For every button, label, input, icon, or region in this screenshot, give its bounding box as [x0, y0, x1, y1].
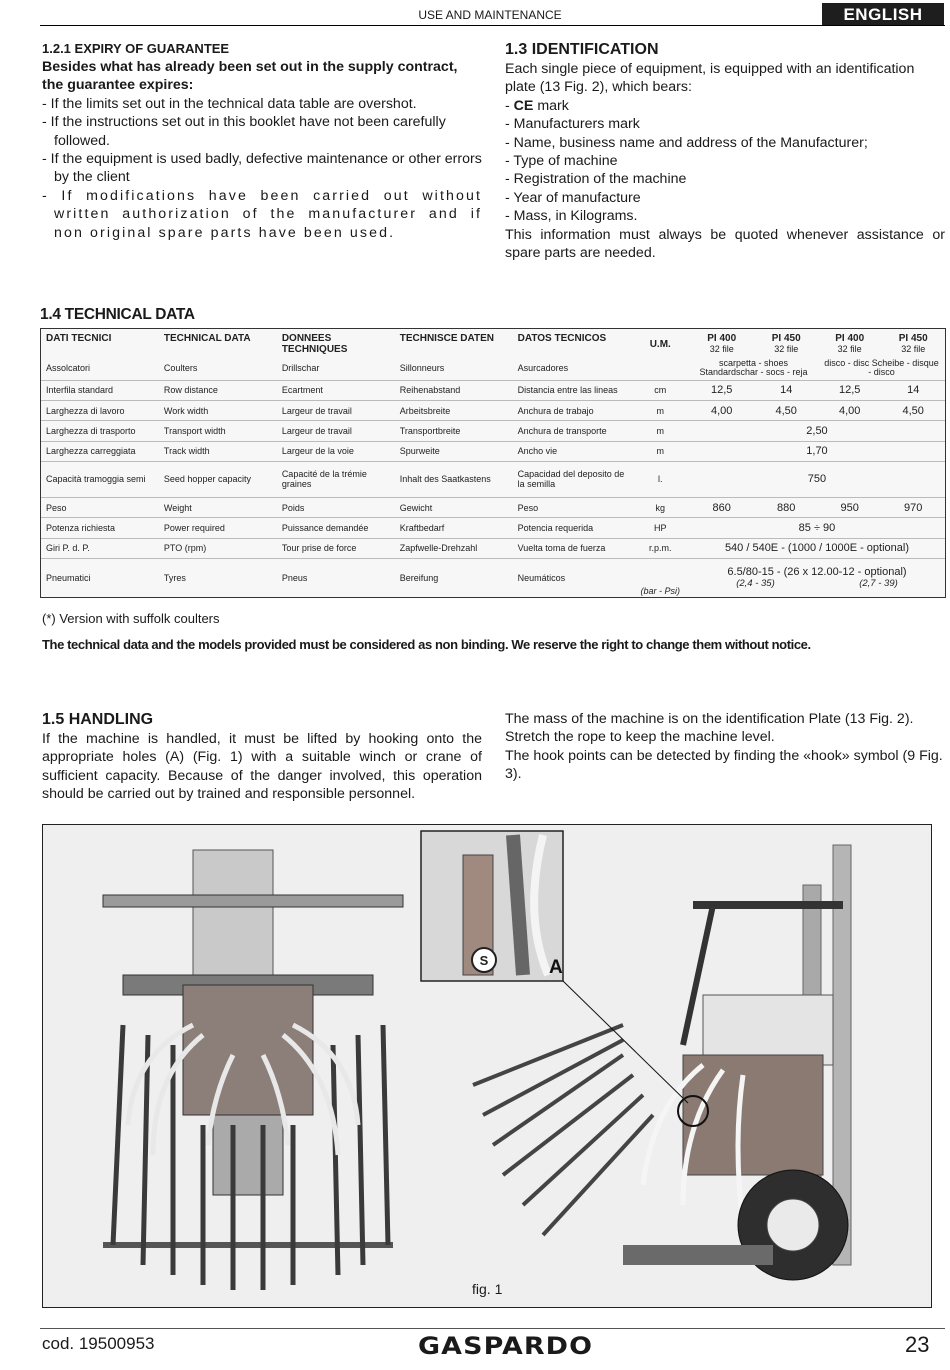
table-cell: Vuelta toma de fuerza: [513, 538, 632, 558]
table-cell: 4,50: [754, 400, 817, 420]
identification-heading: 1.3 IDENTIFICATION: [505, 41, 659, 58]
table-cell: Tour prise de force: [277, 538, 395, 558]
list-item: - Type of machine: [505, 153, 618, 170]
disclaimer: The technical data and the models provided must be considered as non binding. We reserve the right to change them without notice.: [42, 637, 811, 652]
table-cell: Potencia requerida: [513, 518, 632, 538]
table-cell: Ancho vie: [513, 441, 632, 461]
machine-figure: [42, 824, 932, 1308]
table-cell: cm: [632, 380, 689, 400]
table-cell: 14: [881, 380, 945, 400]
table-cell: Kraftbedarf: [395, 518, 513, 538]
table-cell: Work width: [159, 400, 277, 420]
list-item: - Registration of the machine: [505, 171, 687, 188]
model-header: PI 400 32 file: [707, 333, 737, 354]
table-cell: Zapfwelle-Drehzahl: [395, 538, 513, 558]
table-cell: Asurcadores: [517, 362, 569, 373]
table-footnote: (*) Version with suffolk coulters: [42, 611, 220, 626]
footer-rule: [40, 1328, 945, 1329]
table-row: [41, 461, 945, 497]
page-number: 23: [905, 1332, 930, 1357]
seed-drill-illustration: [43, 825, 931, 1307]
list-item: - Mass, in Kilograms.: [505, 208, 638, 225]
table-cell: Pneumatici: [41, 559, 159, 597]
table-cell: Largeur de travail: [277, 400, 395, 420]
table-cell: Pneus: [277, 559, 395, 597]
list-item: - Name, business name and address of the Manufacturer;: [505, 134, 868, 151]
list-item: - Manufacturers mark: [505, 116, 640, 133]
header-rule: [40, 25, 945, 26]
table-cell: 4,00: [689, 400, 755, 420]
table-cell: 6.5/80-15 - (26 x 12.00-12 - optional) (2,4 - 35) (2,7 - 39): [689, 559, 945, 597]
table-cell: Larghezza di lavoro: [41, 400, 159, 420]
table-cell: Transport width: [159, 421, 277, 441]
table-row: [41, 559, 945, 597]
table-cell: Track width: [159, 441, 277, 461]
table-cell: Coulters: [163, 362, 198, 373]
table-cell: Larghezza carreggiata: [41, 441, 159, 461]
table-cell: Potenza richiesta: [41, 518, 159, 538]
table-cell: 880: [754, 497, 817, 517]
table-cell: Largeur de la voie: [277, 441, 395, 461]
technical-heading: 1.4 TECHNICAL DATA: [40, 306, 195, 323]
guarantee-heading: 1.2.1 EXPIRY OF GUARANTEE: [42, 41, 230, 56]
column-header: DATOS TECNICOS: [517, 333, 607, 344]
table-cell: m: [632, 421, 689, 441]
hook-symbol-label: S: [479, 953, 489, 968]
table-cell: Assolcatori: [46, 362, 91, 373]
table-cell: 4,00: [818, 400, 881, 420]
table-row: [41, 380, 945, 400]
coulter-group-label: disco - disc Scheibe - disque - disco: [824, 357, 939, 377]
table-cell: Transportbreite: [395, 421, 513, 441]
table-header-row: [41, 329, 945, 356]
table-cell: 12,5: [689, 380, 755, 400]
list-item: - CE mark: [505, 97, 569, 114]
table-cell: 970: [881, 497, 945, 517]
handling-section-left: [42, 710, 482, 804]
column-header: DATI TECNICI: [46, 333, 112, 344]
handling-section-right: [505, 710, 945, 784]
table-cell: Capacité de la trémie graines: [277, 461, 395, 497]
list-item: - Year of manufacture: [505, 189, 641, 206]
callout-a: A: [549, 957, 563, 978]
column-header: DONNEES TECHNIQUES: [281, 333, 348, 355]
table-cell: Anchura de transporte: [513, 421, 632, 441]
table-cell: (bar - Psi): [632, 559, 689, 597]
list-item: - If the equipment is used badly, defective maintenance or other errors by the client: [42, 151, 482, 186]
table-cell: 860: [689, 497, 755, 517]
table-cell: 540 / 540E - (1000 / 1000E - optional): [689, 538, 945, 558]
model-header: PI 450 32 file: [898, 333, 928, 354]
table-row: [41, 421, 945, 441]
hook-detail-inset: [421, 831, 563, 981]
table-cell: Seed hopper capacity: [159, 461, 277, 497]
identification-intro: Each single piece of equipment, is equipped with an identification plate (13 Fig. 2), which bears:: [505, 61, 915, 96]
table-cell: Peso: [513, 497, 632, 517]
handling-note: The hook points can be detected by finding the «hook» symbol (9 Fig. 3).: [505, 747, 943, 783]
table-cell: Gewicht: [395, 497, 513, 517]
technical-data-table: [40, 328, 946, 598]
language-badge: ENGLISH: [822, 3, 944, 25]
table-cell: m: [632, 400, 689, 420]
handling-note: The mass of the machine is on the identification Plate (13 Fig. 2).: [505, 711, 914, 727]
column-header: U.M.: [649, 338, 671, 350]
coulter-group-label: scarpetta - shoes Standardschar - socs - reja: [699, 357, 808, 377]
table-cell: 14: [754, 380, 817, 400]
table-cell: Anchura de trabajo: [513, 400, 632, 420]
handling-note: Stretch the rope to keep the machine level.: [505, 729, 775, 746]
table-cell: Ecartment: [277, 380, 395, 400]
table-cell: Giri P. d. P.: [41, 538, 159, 558]
table-cell: 1,70: [689, 441, 945, 461]
identification-outro: This information must always be quoted whenever assistance or spare parts are needed.: [505, 226, 945, 262]
table-cell: HP: [632, 518, 689, 538]
table-cell: Larghezza di trasporto: [41, 421, 159, 441]
table-cell: Bereifung: [395, 559, 513, 597]
table-cell: l.: [632, 461, 689, 497]
guarantee-intro: Besides what has already been set out in the supply contract, the guarantee expires:: [42, 59, 458, 94]
brand-logo: GASPARDO: [418, 1332, 594, 1360]
identification-list: [505, 97, 945, 226]
guarantee-list: [42, 95, 482, 242]
table-cell: m: [632, 441, 689, 461]
figure-caption: fig. 1: [472, 1281, 503, 1297]
running-header: USE AND MAINTENANCE: [418, 8, 562, 22]
column-header: TECHNISCE DATEN: [399, 333, 494, 344]
list-item: - If the limits set out in the technical data table are overshot.: [42, 95, 417, 112]
table-cell: 2,50: [689, 421, 945, 441]
table-cell: 12,5: [818, 380, 881, 400]
table-cell: Puissance demandée: [277, 518, 395, 538]
table-cell: Distancia entre las lineas: [513, 380, 632, 400]
table-cell: Interfila standard: [41, 380, 159, 400]
table-cell: PTO (rpm): [159, 538, 277, 558]
table-cell: Neumáticos: [513, 559, 632, 597]
table-row: [41, 497, 945, 517]
list-item: - If the instructions set out in this booklet have not been carefully followed.: [42, 114, 446, 149]
list-item: - If modifications have been carried out without written authorization of the manufacturer and if non original spare parts have been used.: [42, 187, 482, 241]
table-cell: Peso: [41, 497, 159, 517]
table-cell: Poids: [277, 497, 395, 517]
table-cell: 750: [689, 461, 945, 497]
table-cell: Capacità tramoggia semi: [41, 461, 159, 497]
table-row: [41, 400, 945, 420]
guarantee-section: [42, 40, 482, 242]
table-cell: Largeur de travail: [277, 421, 395, 441]
table-cell: Weight: [159, 497, 277, 517]
table-cell: 85 ÷ 90: [689, 518, 945, 538]
table-cell: Power required: [159, 518, 277, 538]
table-cell: r.p.m.: [632, 538, 689, 558]
table-cell: Arbeitsbreite: [395, 400, 513, 420]
handling-text: If the machine is handled, it must be lifted by hooking onto the appropriate holes (A) (Fig. 1) with a suitable winch or crane of sufficient capacity. Because of the danger involved, this operation should be carried out by trained and responsible personnel.: [42, 731, 482, 803]
table-cell: Reihenabstand: [395, 380, 513, 400]
table-cell: 4,50: [881, 400, 945, 420]
table-cell: Drillschar: [281, 362, 320, 373]
column-header: TECHNICAL DATA: [163, 333, 251, 344]
table-row: [41, 518, 945, 538]
table-cell: Inhalt des Saatkastens: [395, 461, 513, 497]
table-cell: 950: [818, 497, 881, 517]
table-cell: [632, 356, 689, 380]
table-row: [41, 441, 945, 461]
table-row: [41, 538, 945, 558]
handling-heading: 1.5 HANDLING: [42, 711, 154, 728]
model-header: PI 400 32 file: [835, 333, 865, 354]
table-cell: kg: [632, 497, 689, 517]
table-cell: Tyres: [159, 559, 277, 597]
model-header: PI 450 32 file: [771, 333, 801, 354]
table-row: [41, 356, 945, 380]
table-cell: Spurweite: [395, 441, 513, 461]
document-code: cod. 19500953: [42, 1334, 155, 1353]
table-cell: Sillonneurs: [399, 362, 445, 373]
table-cell: Row distance: [159, 380, 277, 400]
identification-section: [505, 40, 945, 262]
table-cell: Capacidad del deposito de la semilla: [513, 461, 632, 497]
